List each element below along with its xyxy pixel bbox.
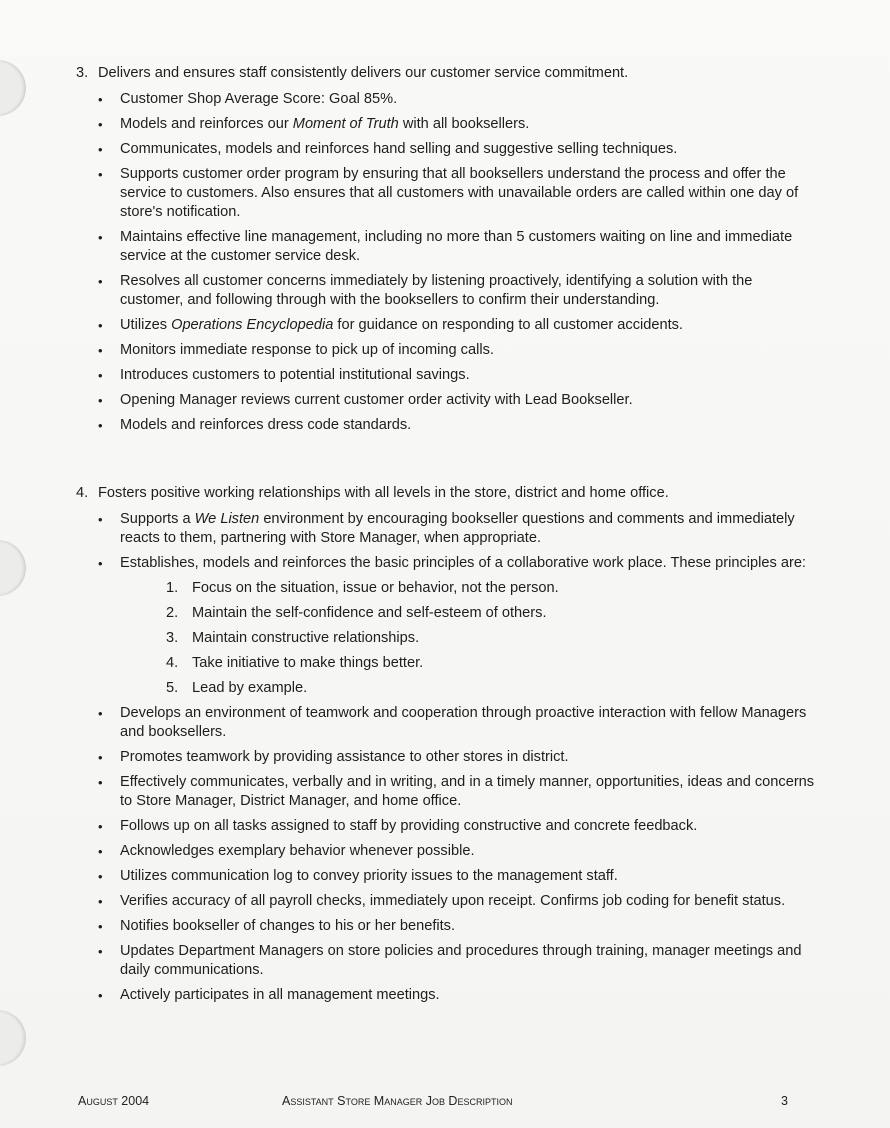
list-item-text: Supports a We Listen environment by encouraging bookseller questions and comments and immediately reacts to them, partnering with Store Manager, when appropriate. [120,511,795,546]
principle-number: 4. [166,655,179,671]
footer-document-title: Assistant Store Manager Job Description [282,1094,513,1108]
list-item: • Utilizes communication log to convey priority issues to the management staff. [76,867,816,886]
list-item: • Effectively communicates, verbally and in writing, and in a timely manner, opportunities, ideas and concerns to Store Manager, District Manager, and home office. [76,773,816,811]
list-item: • Models and reinforces dress code standards. [76,416,816,435]
list-item [76,554,816,698]
section-heading-text: Delivers and ensures staff consistently delivers our customer service commitment. [98,65,629,81]
list-item: • Resolves all customer concerns immediately by listening proactively, identifying a solution with the customer, and following through with the booksellers to confirm their understanding. [76,272,816,310]
principle-item [120,654,816,673]
principle-number: 1. [166,580,179,596]
bullet-list [76,510,816,1005]
list-item: • Supports customer order program by ensuring that all booksellers understand the process and offer the service to customers. Also ensures that all customers with unavailable orders are called within one day of store's notification. [76,165,816,222]
list-item: • Verifies accuracy of all payroll checks, immediately upon receipt. Confirms job coding for benefit status. [76,892,816,911]
principle-text: Take initiative to make things better. [192,655,424,671]
list-item: • Follows up on all tasks assigned to staff by providing constructive and concrete feedback. [76,817,816,836]
section-heading-text: Fosters positive working relationships with all levels in the store, district and home office. [98,485,669,501]
list-item: • Customer Shop Average Score: Goal 85%. [76,90,816,109]
list-item: • Communicates, models and reinforces hand selling and suggestive selling techniques. [76,140,816,159]
list-item: • Actively participates in all management meetings. [76,986,816,1005]
principle-text: Maintain constructive relationships. [192,630,420,646]
principle-item [120,679,816,698]
section-heading [76,64,816,83]
principles-list [120,579,816,698]
list-item [76,115,816,134]
list-item: • Maintains effective line management, including no more than 5 customers waiting on line and immediate service at the customer service desk. [76,228,816,266]
list-item: • Opening Manager reviews current customer order activity with Lead Bookseller. [76,391,816,410]
list-item [76,316,816,335]
list-item-text: Utilizes Operations Encyclopedia for guidance on responding to all customer accidents. [120,317,683,333]
list-item [76,510,816,548]
principle-number: 3. [166,630,179,646]
list-item: • Develops an environment of teamwork and cooperation through proactive interaction with fellow Managers and booksellers. [76,704,816,742]
section-number: 4. [76,485,89,501]
list-item: • Acknowledges exemplary behavior whenever possible. [76,842,816,861]
list-item-text: Models and reinforces our Moment of Truth with all booksellers. [120,116,530,132]
section-number: 3. [76,65,89,81]
principle-number: 2. [166,605,179,621]
punch-hole [0,1010,26,1066]
principle-text: Focus on the situation, issue or behavior, not the person. [192,580,559,596]
punch-hole [0,60,26,116]
principle-text: Lead by example. [192,680,308,696]
principle-item [120,629,816,648]
list-item: • Monitors immediate response to pick up of incoming calls. [76,341,816,360]
principle-text: Maintain the self-confidence and self-esteem of others. [192,605,547,621]
principle-item [120,604,816,623]
principle-item [120,579,816,598]
section-3 [76,64,816,441]
list-item-text: Establishes, models and reinforces the basic principles of a collaborative work place. These principles are: [120,555,806,571]
list-item: • Promotes teamwork by providing assistance to other stores in district. [76,748,816,767]
list-item: • Updates Department Managers on store policies and procedures through training, manager meetings and daily communications. [76,942,816,980]
section-heading [76,484,816,503]
principle-number: 5. [166,680,179,696]
list-item: • Introduces customers to potential institutional savings. [76,366,816,385]
footer-date: August 2004 [78,1094,150,1108]
section-4 [76,484,816,1011]
bullet-list [76,90,816,435]
page-number: 3 [781,1094,788,1108]
list-item: • Notifies bookseller of changes to his or her benefits. [76,917,816,936]
punch-hole [0,540,26,596]
